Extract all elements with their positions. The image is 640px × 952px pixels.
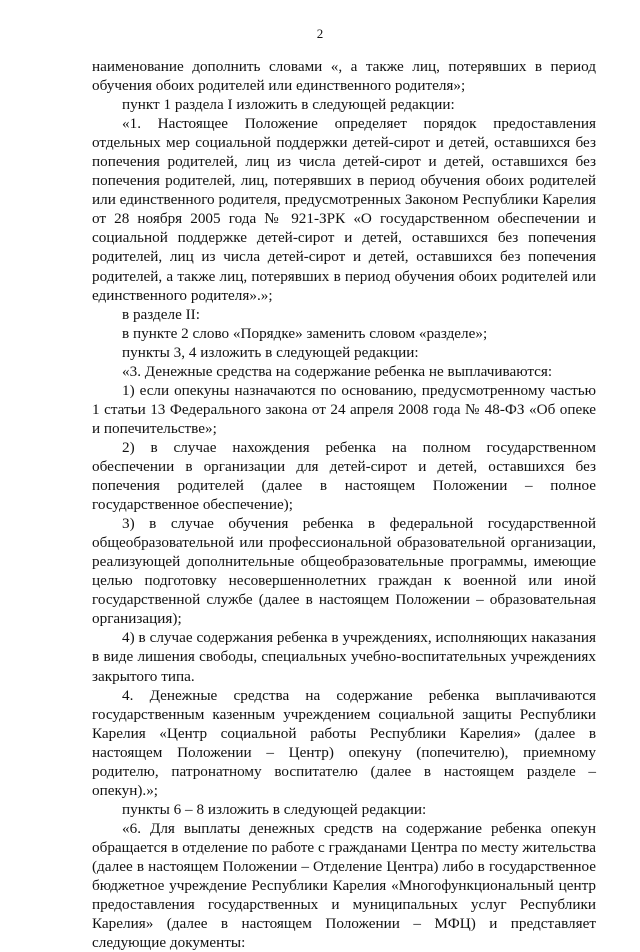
paragraph: пункты 3, 4 изложить в следующей редакции: bbox=[122, 343, 419, 361]
paragraph: в разделе II: bbox=[122, 305, 200, 323]
paragraph: 4) в случае содержания ребенка в учреждениях, исполняющих наказания в виде лишения свободы, специальных учебно-воспитательных учреждениях закрытого типа. bbox=[92, 629, 596, 685]
document-body bbox=[92, 57, 596, 952]
paragraph: «3. Денежные средства на содержание ребенка не выплачиваются: bbox=[122, 362, 553, 380]
paragraph: в пункте 2 слово «Порядке» заменить словом «разделе»; bbox=[122, 324, 488, 342]
paragraph: «6. Для выплаты денежных средств на содержание ребенка опекун обращается в отделение по работе с гражданами Центра по месту жительства (далее в настоящем Положении – Отделение Центра) либо в государственное бюджетное учреждение Республики Карелия «Многофункциональный центр предоставления государственных и муниципальных услуг Республики Карелия» (далее в настоящем Положении – МФЦ) и представляет следующие документы: bbox=[92, 819, 596, 952]
paragraph: 2) в случае нахождения ребенка на полном государственном обеспечении в организации для детей-сирот и детей, оставшихся без попечения родителей (далее в настоящем Положении – полное государственное обеспечение); bbox=[92, 438, 596, 514]
paragraph: 1) если опекуны назначаются по основанию, предусмотренному частью 1 статьи 13 Федерального закона от 24 апреля 2008 года № 48-ФЗ «Об опеке и попечительстве»; bbox=[92, 381, 596, 437]
page-number: 2 bbox=[316, 26, 324, 41]
paragraph: «1. Настоящее Положение определяет порядок предоставления отдельных мер социальной поддержки детей-сирот и детей, оставшихся без попечения родителей, лиц из числа детей-сирот и детей, оставшихся без попечения родителей, лиц, потерявших в период обучения обоих родителей или единственного родителя, предусмотренных Законом Республики Карелия от 28 ноября 2005 года № 921-ЗРК «О государственном обеспечении и социальной поддержке детей-сирот и детей, оставшихся без попечения родителей, лиц из числа детей-сирот и детей, оставшихся без попечения родителей, а также лиц, потерявших в период обучения обоих родителей или единственного родителя».»; bbox=[92, 115, 596, 304]
paragraph: 4. Денежные средства на содержание ребенка выплачиваются государственным казенным учреждением социальной защиты Республики Карелия «Центр социальной работы Республики Карелия» (далее в настоящем Положении – Центр) опекуну (попечителю), приемному родителю, патронатному воспитателю (далее в настоящем разделе – опекун).»; bbox=[92, 686, 596, 799]
paragraph: пункт 1 раздела I изложить в следующей редакции: bbox=[122, 96, 455, 114]
paragraph: 3) в случае обучения ребенка в федеральной государственной общеобразовательной или профессиональной образовательной организации, реализующей дополнительные общеобразовательные программы, имеющие целью подготовку несовершеннолетних граждан к военной или иной государственной службе (далее в настоящем Положении – образовательная организация); bbox=[92, 515, 596, 628]
paragraph: наименование дополнить словами «, а также лиц, потерявших в период обучения обоих родителей или единственного родителя»; bbox=[92, 58, 596, 95]
paragraph: пункты 6 – 8 изложить в следующей редакции: bbox=[122, 800, 427, 818]
